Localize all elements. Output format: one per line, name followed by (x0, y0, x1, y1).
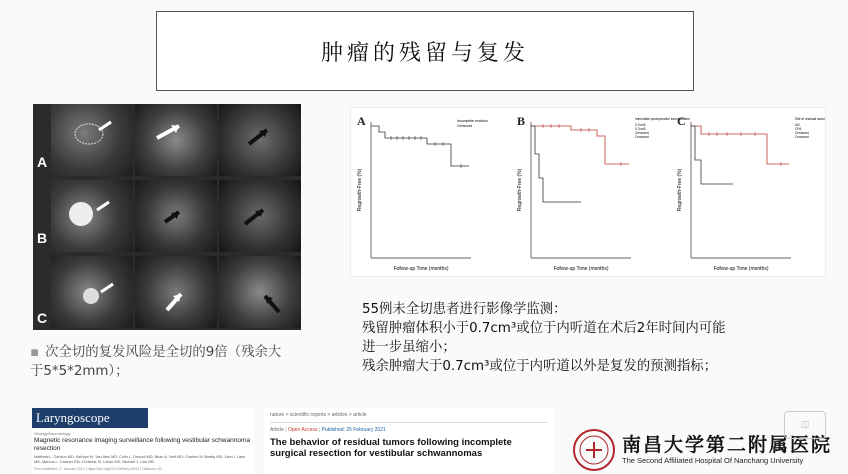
hospital-seal-icon (572, 428, 616, 472)
scientific-reports-article: nature > scientific reports > articles > article Article | Open Access | Published: 25 February 2021 The behavior of residual tumors following incomplete surgical resection for vestibular schwannomas (264, 408, 554, 474)
legend-a-1: Incomplete excision (457, 119, 488, 123)
findings-line-4: 残余肿瘤大于0.7cm³或位于内听道以外是复发的预测指标； (362, 359, 718, 374)
legend-b-3: Censored (635, 131, 649, 135)
xlabel-c: Follow-up Time (months) (713, 266, 769, 272)
ylabel-b: Regrowth-Free (%) (517, 168, 523, 212)
bullet-dot-icon: ▪ (30, 345, 40, 360)
mri-image-b2 (135, 180, 217, 252)
mri-image-a3 (219, 104, 301, 176)
findings-line-3: 进一步虽缩小； (362, 340, 456, 355)
mri-image-b1 (51, 180, 133, 252)
legend-c-1: IAC (795, 123, 801, 127)
legend-c-4: Censored (795, 135, 809, 139)
kaplan-meier-figure (350, 107, 826, 277)
row-label-c: C (37, 310, 48, 326)
km-plot-a (351, 108, 501, 276)
mri-image-b3 (219, 180, 301, 252)
km-panel-c (671, 108, 826, 276)
bullet-line-1: 次全切的复发风险是全切的9倍（残余大 (45, 345, 282, 360)
findings-line-2: 残留肿瘤体积小于0.7cm³或位于内听道在术后2年时间内可能 (362, 321, 726, 336)
laryngoscope-title[interactable]: Magnetic resonance imaging surveillance following vestibular schwannoma resection (34, 437, 251, 452)
breadcrumb: nature > scientific reports > articles > article (270, 412, 367, 418)
mri-image-c2 (135, 256, 217, 328)
bullet-line-2: 于5*5*2mm）； (30, 364, 129, 379)
legend-b-2: 0.7cm3 (635, 127, 646, 131)
published-date: Published: 25 February 2021 (321, 427, 386, 433)
row-label-b: B (37, 230, 48, 246)
legend-b-title: Immediate postoperative tumor volume (635, 117, 691, 121)
slide-title: 肿瘤的残留与复发 (156, 11, 694, 91)
laryngoscope-meta: First published: 17 January 2012 | https://doi.org/10.1002/lary.22411 | Citations: 83 (34, 467, 162, 471)
legend-b-1: 0.7cm3 (635, 123, 646, 127)
hospital-name-en: The Second Affiliated Hospital Of Nanchang University (622, 456, 804, 465)
legend-c-title: Site of residual tumor (795, 117, 826, 121)
legend-a-2: Censored (457, 124, 473, 128)
laryngoscope-logo: Laryngoscope (32, 408, 148, 428)
panel-letter-b: B (517, 114, 526, 128)
open-access-badge: Open Access (288, 427, 318, 433)
mri-figure (33, 104, 301, 330)
ylabel-c: Regrowth-Free (%) (677, 168, 683, 212)
xlabel-b: Follow-up Time (months) (553, 266, 609, 272)
panel-letter-c: C (677, 114, 686, 128)
km-panel-a (351, 108, 501, 276)
laryngoscope-authors: Matthew L. Carlson MD; Kathryn M. Van Abel MD; Colin L. Driscoll MD; Brian A. Neff MD; Charles W. Beatty MD; John I. Lane MD; Marcus L. Castner RN; Christine M. Lohse MS; Michael J. Link MD (34, 455, 246, 464)
article-title[interactable]: The behavior of residual tumors following incomplete surgical resection for vestibular schwannomas (270, 437, 512, 459)
panel-letter-a: A (357, 114, 366, 128)
laryngoscope-category: Otology/Neurotology (34, 431, 71, 436)
mri-image-a1 (51, 104, 133, 176)
hospital-name-cn: 南昌大学第二附属医院 (622, 434, 833, 456)
km-panel-b (511, 108, 691, 276)
findings-line-1: 55例未全切患者进行影像学监测： (362, 302, 567, 317)
watermark-icon: ◫ (784, 411, 826, 439)
mri-image-a2 (135, 104, 217, 176)
km-plot-b (511, 108, 691, 276)
legend-b-4: Censored (635, 135, 649, 139)
article-type: Article (270, 427, 284, 433)
row-label-a: A (37, 154, 48, 170)
bullet-point (30, 343, 330, 381)
xlabel-a: Follow-up Time (months) (393, 266, 449, 272)
legend-c-3: Censored (795, 131, 809, 135)
km-plot-c (671, 108, 826, 276)
ylabel-a: Regrowth-Free (%) (357, 168, 363, 212)
mri-image-c3 (219, 256, 301, 328)
legend-c-2: CPA (795, 127, 802, 131)
laryngoscope-article (32, 408, 254, 474)
mri-image-c1 (51, 256, 133, 328)
findings-text (362, 300, 832, 376)
